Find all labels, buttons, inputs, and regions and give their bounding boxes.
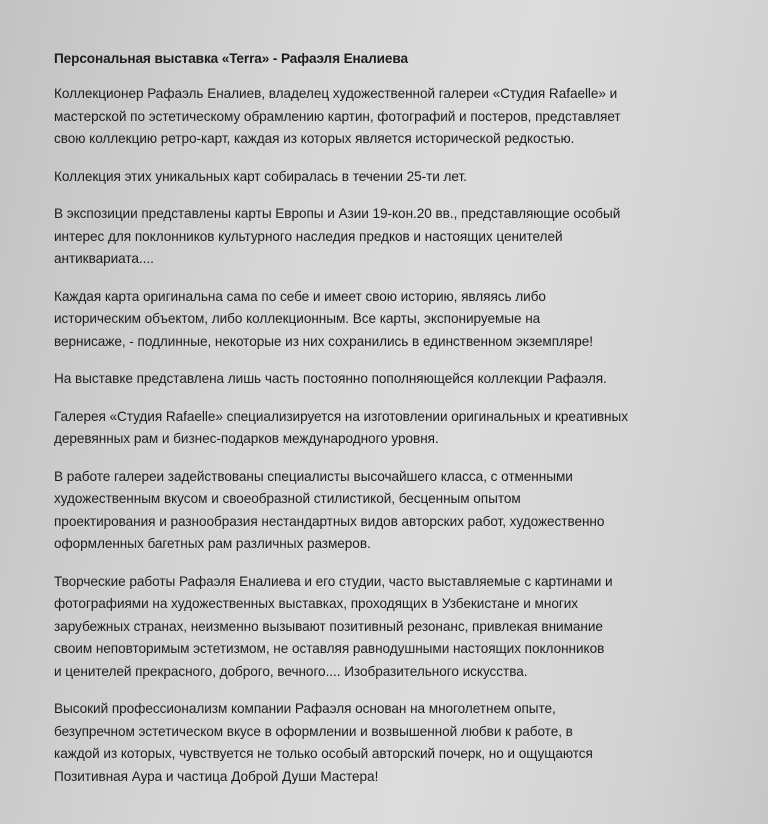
text-line: На выставке представлена лишь часть постоянно пополняющейся коллекции Рафаэля. (54, 371, 607, 386)
text-line: интерес для поклонников культурного наследия предков и настоящих ценителей (54, 228, 563, 244)
document-body (54, 50, 724, 803)
paragraph-6 (54, 406, 724, 451)
text-line: проектирования и разнообразия нестандартных видов авторских работ, художественно (54, 513, 605, 529)
paragraph-8 (54, 571, 724, 684)
paragraph-5 (54, 368, 724, 391)
document-title: Персональная выставка «Terra» - Рафаэля Еналиева (54, 51, 408, 66)
text-line: Позитивная Аура и частица Доброй Души Мастера! (54, 768, 379, 784)
text-line: Коллекционер Рафаэль Еналиев, владелец художественной галереи «Студия Rafaelle» и (54, 86, 618, 101)
text-line: Каждая карта оригинальна сама по себе и имеет свою историю, являясь либо (54, 288, 546, 304)
text-line: Высокий профессионализм компании Рафаэля основан на многолетнем опыте, (54, 701, 556, 716)
text-line: Творческие работы Рафаэля Еналиева и его студии, часто выставляемые с картинами и (54, 573, 613, 589)
text-line: каждой из которых, чувствуется не только особый авторский почерк, но и ощущаются (54, 746, 593, 761)
text-line: В экспозиции представлены карты Европы и Азии 19-кон.20 вв., представляющие особый (54, 206, 621, 221)
text-line: Коллекция этих уникальных карт собиралась в течении 25-ти лет. (54, 168, 467, 184)
paragraph-7 (54, 466, 724, 556)
text-line: антиквариата.... (54, 251, 154, 266)
text-line: В работе галереи задействованы специалисты высочайшего класса, с отменными (54, 468, 573, 484)
text-line: вернисаже, - подлинные, некоторые из них сохранились в единственном экземпляре! (54, 333, 593, 349)
text-line: историческим объектом, либо коллекционным. Все карты, экспонируемые на (54, 311, 541, 326)
text-line: фотографиями на художественных выставках, проходящих в Узбекистане и многих (54, 596, 579, 611)
text-line: безупречном эстетическом вкусе в оформлении и возвышенной любви к работе, в (54, 723, 573, 739)
paragraph-3 (54, 203, 724, 271)
paragraph-4 (54, 286, 724, 354)
text-line: своим неповторимым эстетизмом, не оставляя равнодушными настоящих поклонников (54, 641, 605, 656)
text-line: и ценителей прекрасного, доброго, вечного.... Изобразительного искусства. (54, 663, 528, 679)
paragraph-9 (54, 698, 724, 788)
text-line: свою коллекцию ретро-карт, каждая из которых является исторической редкостью. (54, 131, 575, 146)
text-line: художественным вкусом и своеобразной стилистикой, бесценным опытом (54, 491, 521, 506)
text-line: Галерея «Студия Rafaelle» специализируется на изготовлении оригинальных и креативных (54, 408, 628, 424)
text-line: оформленных багетных рам различных размеров. (54, 536, 371, 551)
paragraph-2 (54, 166, 724, 189)
text-line: зарубежных странах, неизменно вызывают позитивный резонанс, привлекая внимание (54, 618, 603, 634)
text-line: деревянных рам и бизнес-подарков международного уровня. (54, 431, 439, 446)
paragraph-1 (54, 83, 724, 151)
text-line: мастерской по эстетическому обрамлению картин, фотографий и постеров, представляет (54, 108, 621, 124)
